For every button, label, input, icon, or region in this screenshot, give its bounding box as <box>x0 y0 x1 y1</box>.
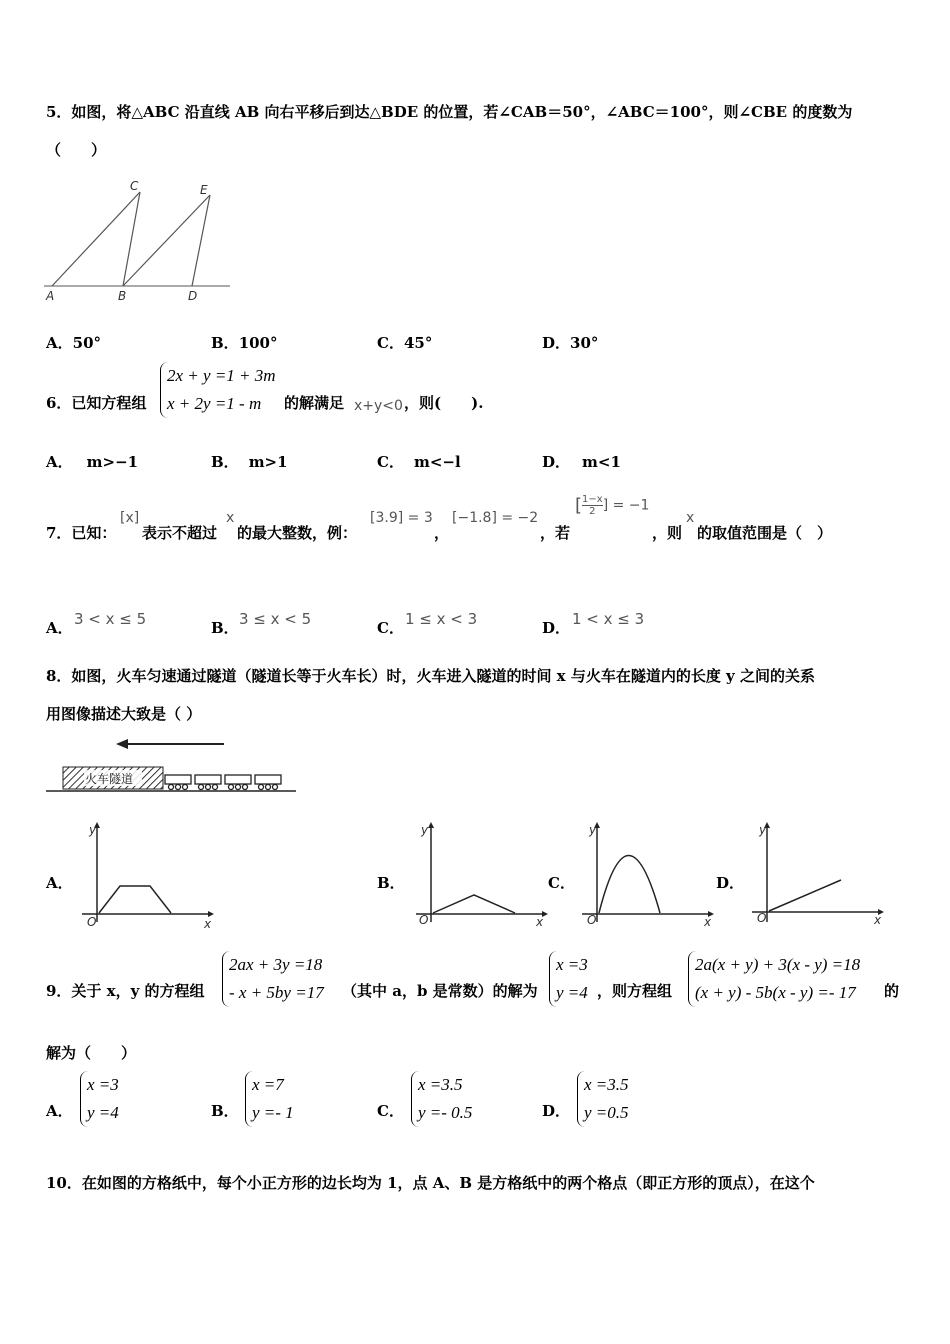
q9-suffix: 的 <box>884 982 900 1000</box>
q8-graph-a <box>80 818 220 930</box>
train-cars <box>165 775 281 790</box>
q7-option-c-value: 1 ≤ x < 3 <box>405 610 478 628</box>
q7-prefix: 7．已知： <box>46 524 117 542</box>
q7-text3: ，若 <box>540 524 571 542</box>
svg-text:x: x <box>536 915 544 929</box>
svg-text:O: O <box>757 911 767 925</box>
q8-text-line2: 用图像描述大致是（ ） <box>46 705 202 723</box>
q7-option-a-letter: A． <box>46 619 73 637</box>
q7-var-x: x <box>226 510 235 526</box>
q6-option-c: C． m<−l <box>377 453 461 471</box>
svg-text:x: x <box>704 915 712 929</box>
q7-text1: 表示不超过 <box>142 524 218 542</box>
svg-text:O: O <box>587 913 597 927</box>
svg-text:x: x <box>204 917 212 931</box>
q9-sys1-eq1: 2ax + 3y =18 <box>229 955 323 974</box>
q5-side-ac <box>52 192 140 286</box>
tunnel-label: 火车隧道 <box>85 772 134 786</box>
q5-answer-paren: （ ） <box>46 141 107 159</box>
svg-text:O: O <box>87 915 97 929</box>
q9-option-a-letter: A． <box>46 1102 73 1120</box>
q9-option-c-system: x =3.5 y =- 0.5 <box>411 1071 472 1127</box>
q9-sys2-eq1: 2a(x + y) + 3(x - y) =18 <box>695 955 861 974</box>
q8-option-c-letter: C． <box>548 874 575 892</box>
q5-side-bc <box>123 192 140 286</box>
q9-mid2: ，则方程组 <box>597 982 673 1000</box>
q9-option-a-system: x =3 y =4 <box>80 1071 119 1127</box>
graph-a-curve <box>99 886 171 913</box>
q7-option-d-value: 1 < x ≤ 3 <box>572 610 645 628</box>
q5-label-a: A <box>46 289 55 303</box>
q9-sys1-eq2: - x + 5by =17 <box>229 983 324 1002</box>
q8-option-d-letter: D． <box>716 874 745 892</box>
q5-side-de <box>192 195 210 286</box>
q6-suffix: ，则( ). <box>404 394 484 412</box>
q8-graph-b <box>414 818 554 930</box>
q8-tunnel-figure <box>44 735 300 799</box>
svg-text:y: y <box>421 823 429 837</box>
q5-label-d: D <box>188 289 198 303</box>
q7-option-b-value: 3 ≤ x < 5 <box>239 610 312 628</box>
q5-option-b: B．100° <box>211 334 278 352</box>
q7-text4: ，则 <box>652 524 683 542</box>
q8-option-b-letter: B． <box>377 874 405 892</box>
q5-option-d: D．30° <box>542 334 599 352</box>
q9-system1 <box>222 951 324 1007</box>
q7-condition: [ $\frac{1-x}{2}$ ] = −1 <box>575 494 650 517</box>
q6-eq1: 2x + y =1 + 3m <box>167 366 276 385</box>
q5-option-a: A．50° <box>46 334 102 352</box>
q6-option-d: D． m<1 <box>542 453 621 471</box>
q7-option-d-letter: D． <box>542 619 571 637</box>
graph-b-curve <box>433 895 515 913</box>
q5-label-c: C <box>130 179 139 193</box>
q8-graph-d <box>750 818 890 930</box>
q5-triangle-figure <box>40 178 240 308</box>
q8-text-line1: 8．如图，火车匀速通过隧道（隧道长等于火车长）时，火车进入隧道的时间 x 与火车在隧道内的长度 y 之间的关系 <box>46 667 815 685</box>
q9-sol-eq2: y =4 <box>556 983 588 1002</box>
q7-text5: 的取值范围是（ ） <box>697 524 833 542</box>
q5-text: 5．如图，将△ABC 沿直线 AB 向右平移后到达△BDE 的位置，若∠CAB＝50°，∠ABC＝100°，则∠CBE 的度数为 <box>46 103 853 121</box>
direction-arrow-head <box>116 739 128 749</box>
q6-condition: x+y<0 <box>354 398 403 414</box>
q9-option-b-system: x =7 y =- 1 <box>245 1071 294 1127</box>
q5-label-b: B <box>118 289 127 303</box>
q7-var-x2: x <box>686 510 695 526</box>
q7-example1: [3.9] = 3 <box>370 510 433 526</box>
q7-example2: [−1.8] = −2 <box>452 510 539 526</box>
q5-label-e: E <box>200 183 208 197</box>
q6-option-a: A． m>−1 <box>46 453 139 471</box>
q6-equation-system <box>160 362 276 418</box>
q9-mid1: （其中 a，b 是常数）的解为 <box>342 982 538 1000</box>
q7-option-a-value: 3 < x ≤ 5 <box>74 610 147 628</box>
q8-option-a-letter: A． <box>46 874 73 892</box>
q9-option-c-letter: C． <box>377 1102 404 1120</box>
q9-sys2-eq2: (x + y) - 5b(x - y) =- 17 <box>695 983 856 1002</box>
q7-option-b-letter: B． <box>211 619 239 637</box>
q9-option-b-letter: B． <box>211 1102 239 1120</box>
svg-text:y: y <box>89 823 97 837</box>
q5-option-c: C．45° <box>377 334 433 352</box>
q7-bracket-x: [x] <box>120 510 140 526</box>
svg-text:x: x <box>874 913 882 927</box>
q7-comma: ， <box>434 524 450 542</box>
q8-graph-c <box>580 818 720 930</box>
svg-text:y: y <box>759 823 767 837</box>
q9-text-line2: 解为（ ） <box>46 1044 137 1062</box>
q7-option-c-letter: C． <box>377 619 404 637</box>
q10-text: 10．在如图的方格纸中，每个小正方形的边长均为 1，点 A、B 是方格纸中的两个格点（即正方形的顶点），在这个 <box>46 1174 815 1192</box>
q6-mid: 的解满足 <box>284 394 345 412</box>
q6-prefix: 6．已知方程组 <box>46 394 147 412</box>
q6-option-b: B． m>1 <box>211 453 288 471</box>
q9-solution <box>549 951 588 1007</box>
q7-cond-rhs: ] = −1 <box>602 497 650 514</box>
q7-cond-denominator: 2 <box>589 506 596 517</box>
q9-sol-eq1: x =3 <box>556 955 588 974</box>
svg-text:y: y <box>589 823 597 837</box>
graph-c-curve <box>599 856 660 914</box>
q5-side-be <box>123 195 210 286</box>
svg-text:O: O <box>419 913 429 927</box>
q6-eq2: x + 2y =1 - m <box>167 394 262 413</box>
q9-option-d-letter: D． <box>542 1102 571 1120</box>
q7-cond-numerator: 1−x <box>582 494 603 505</box>
q9-option-d-system: x =3.5 y =0.5 <box>577 1071 629 1127</box>
q9-system2 <box>688 951 860 1007</box>
graph-d-curve <box>769 880 841 911</box>
q7-text2: 的最大整数，例： <box>237 524 358 542</box>
q9-prefix: 9．关于 x，y 的方程组 <box>46 982 205 1000</box>
